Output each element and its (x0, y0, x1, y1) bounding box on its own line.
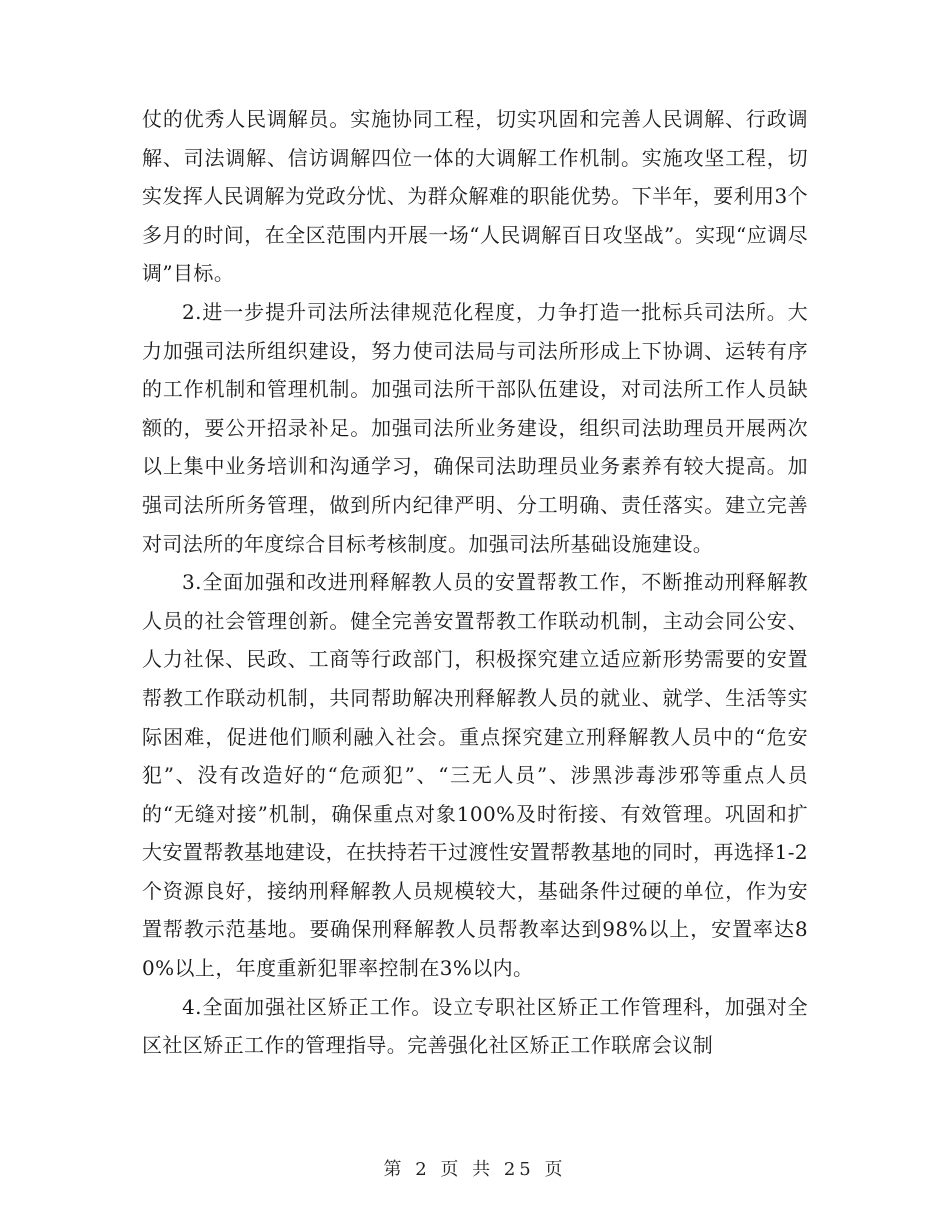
page-footer (0, 1158, 950, 1182)
paragraph-item-4: 4.全面加强社区矫正工作。设立专职社区矫正工作管理科，加强对全区社区矫正工作的管理指导。完善强化社区矫正工作联席会议制 (142, 994, 808, 1058)
page-number-label: 第 2 页 共 25 页 (383, 1159, 567, 1180)
document-body (142, 100, 808, 1065)
paragraph-item-2: 2.进一步提升司法所法律规范化程度，力争打造一批标兵司法所。大力加强司法所组织建设，努力使司法局与司法所形成上下协调、运转有序的工作机制和管理机制。加强司法所干部队伍建设，对司法所工作人员缺额的，要公开招录补足。加强司法所业务建设，组织司法助理员开展两次以上集中业务培训和沟通学习，确保司法助理员业务素养有较大提高。加强司法所所务管理，做到所内纪律严明、分工明确、责任落实。建立完善对司法所的年度综合目标考核制度。加强司法所基础设施建设。 (142, 299, 808, 556)
paragraph-item-3: 3.全面加强和改进刑释解教人员的安置帮教工作，不断推动刑释解教人员的社会管理创新。健全完善安置帮教工作联动机制，主动会同公安、人力社保、民政、工商等行政部门，积极探究建立适应新形势需要的安置帮教工作联动机制，共同帮助解决刑释解教人员的就业、就学、生活等实际困难，促进他们顺利融入社会。重点探究建立刑释解教人员中的“危安犯”、没有改造好的“危顽犯”、“三无人员”、涉黑涉毒涉邪等重点人员的“无缝对接”机制，确保重点对象100%及时衔接、有效管理。巩固和扩大安置帮教基地建设，在扶持若干过渡性安置帮教基地的同时，再选择1-2个资源良好，接纳刑释解教人员规模较大，基础条件过硬的单位，作为安置帮教示范基地。要确保刑释解教人员帮教率达到98%以上，安置率达80%以上，年度重新犯罪率控制在3%以内。 (142, 570, 808, 981)
paragraph-continuation: 仗的优秀人民调解员。实施协同工程，切实巩固和完善人民调解、行政调解、司法调解、信访调解四位一体的大调解工作机制。实施攻坚工程，切实发挥人民调解为党政分忧、为群众解难的职能优势。下半年，要利用3个多月的时间，在全区范围内开展一场“人民调解百日攻坚战”。实现“应调尽调”目标。 (142, 107, 808, 286)
